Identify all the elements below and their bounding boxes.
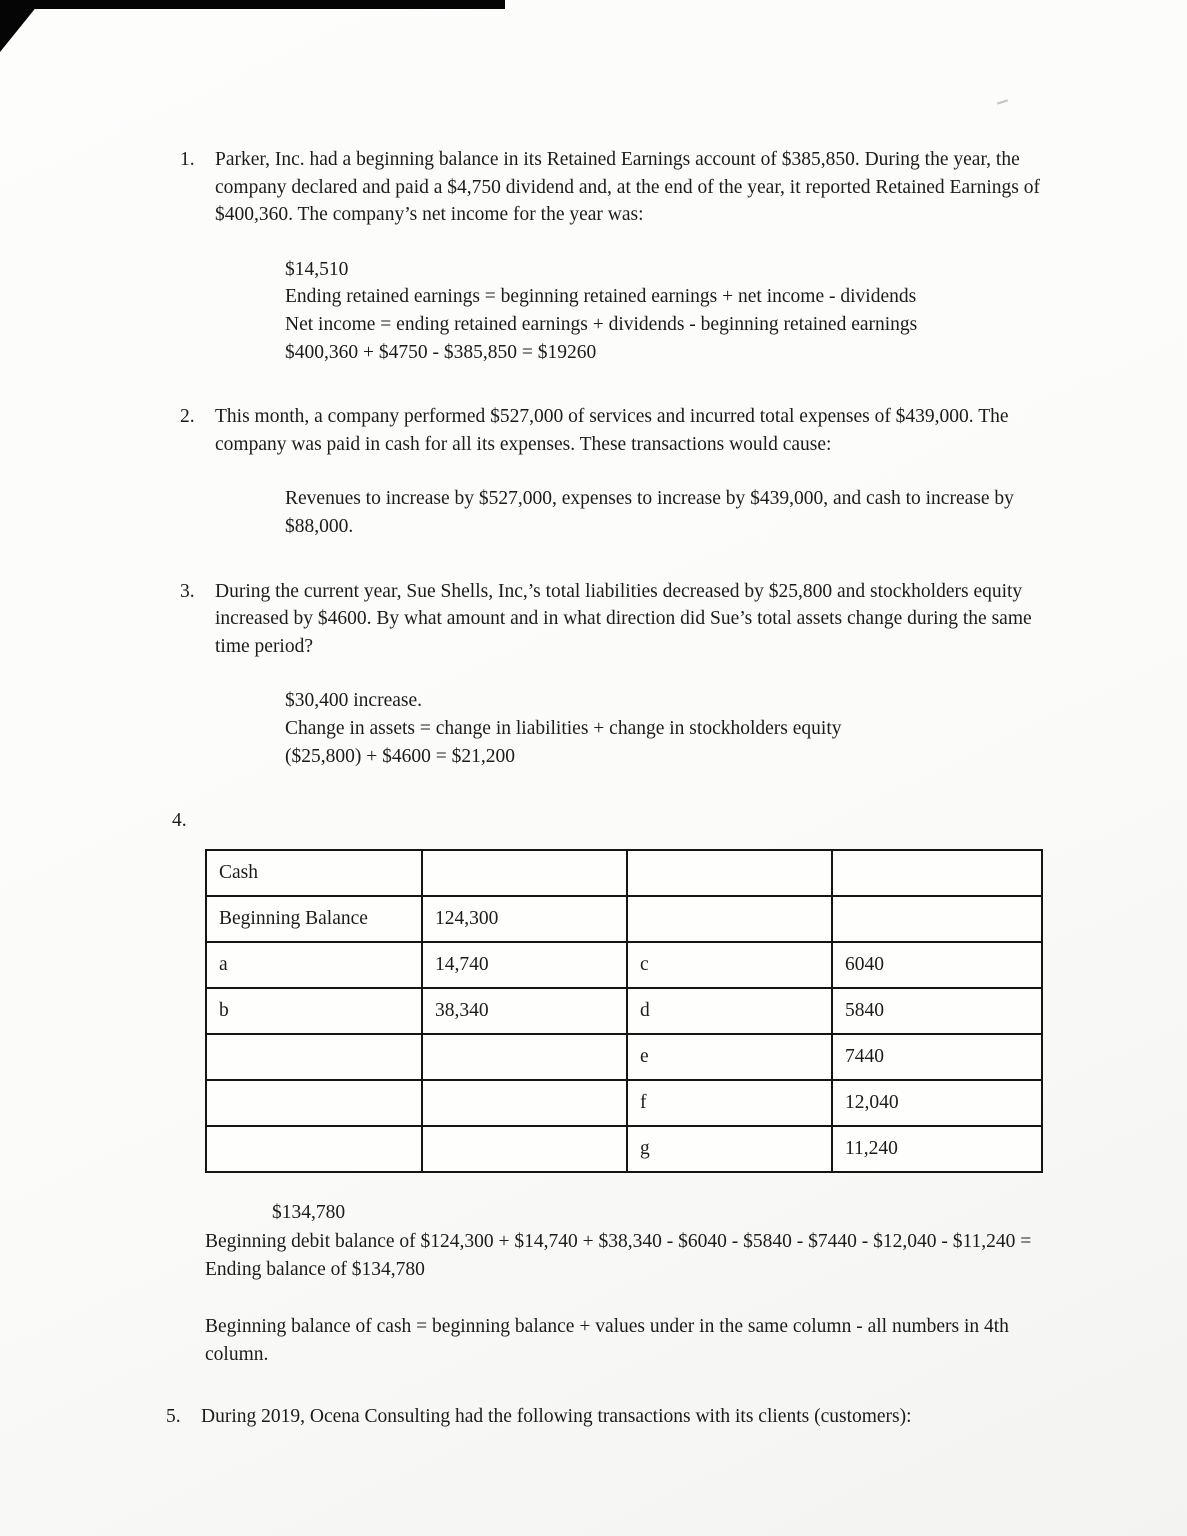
table-cell: [422, 850, 627, 896]
question-1-number: 1.: [180, 149, 195, 170]
table-cell: [206, 1126, 422, 1172]
table-cell: 6040: [832, 942, 1042, 988]
table-cell: [832, 896, 1042, 942]
answer-line: Revenues to increase by $527,000, expenses to increase by $439,000, and cash to increase by $88,000.: [285, 488, 1014, 537]
table-cell: Cash: [206, 850, 422, 896]
question-5-body: [201, 1403, 1042, 1431]
table-cell: f: [627, 1080, 832, 1126]
table-row: [206, 1034, 1042, 1080]
table-row: [206, 942, 1042, 988]
answer-line: $400,360 + $4750 - $385,850 = $19260: [285, 341, 597, 363]
question-1: [180, 146, 1042, 366]
question-4: [172, 807, 1042, 1369]
table-cell: 12,040: [832, 1080, 1042, 1126]
table-cell: g: [627, 1126, 832, 1172]
question-2-body: [215, 403, 1042, 540]
table-cell: [422, 1126, 627, 1172]
table-cell: [627, 850, 832, 896]
table-row: [206, 1080, 1042, 1126]
question-3-text: During the current year, Sue Shells, Inc,’s total liabilities decreased by $25,800 and stockholders equity increased by $4600. By what amount and in what direction did Sue’s total assets change during the same time period?: [215, 580, 1032, 657]
table-cell: [422, 1034, 627, 1080]
table-cell: d: [627, 988, 832, 1034]
answer-line: $30,400 increase.: [285, 690, 422, 712]
table-cell: b: [206, 988, 422, 1034]
question-1-answer: [285, 256, 1042, 366]
question-4-answer-explanation: Beginning debit balance of $124,300 + $14,740 + $38,340 - $6040 - $5840 - $7440 - $12,040 - $11,240 = Ending balance of $134,780: [205, 1231, 1032, 1280]
table-cell: [206, 1034, 422, 1080]
table-cell: [206, 1080, 422, 1126]
scan-artifact-top-bar: [0, 0, 505, 9]
table-row: [206, 850, 1042, 896]
question-4-answer-note: Beginning balance of cash = beginning balance + values under in the same column - all numbers in 4th column.: [205, 1316, 1009, 1366]
table-cell: a: [206, 942, 422, 988]
answer-line: $14,510: [285, 258, 349, 280]
table-row: [206, 1126, 1042, 1172]
table-cell: 124,300: [422, 896, 627, 942]
table-cell: 5840: [832, 988, 1042, 1034]
question-5-text: During 2019, Ocena Consulting had the following transactions with its clients (customers):: [201, 1405, 912, 1427]
question-2-answer: [285, 485, 1042, 540]
answer-line: ($25,800) + $4600 = $21,200: [285, 745, 515, 767]
table-cell: 14,740: [422, 942, 627, 988]
answer-line: Change in assets = change in liabilities + change in stockholders equity: [285, 717, 842, 739]
answer-line: Net income = ending retained earnings + dividends - beginning retained earnings: [285, 313, 918, 335]
question-4-answer-result: $134,780: [272, 1201, 346, 1223]
question-2-text: This month, a company performed $527,000 of services and incurred total expenses of $439,000. The company was paid in cash for all its expenses. These transactions would cause:: [215, 406, 1009, 455]
table-cell: c: [627, 942, 832, 988]
question-3: [180, 578, 1042, 771]
question-1-body: [215, 146, 1042, 366]
question-5: [166, 1403, 1042, 1431]
question-3-body: [215, 578, 1042, 771]
table-row: [206, 896, 1042, 942]
question-5-number: 5.: [166, 1405, 181, 1427]
table-cell: 38,340: [422, 988, 627, 1034]
table-cell: e: [627, 1034, 832, 1080]
table-row: [206, 988, 1042, 1034]
question-3-answer: [285, 687, 1042, 770]
question-2: [180, 403, 1042, 540]
table-cell: 7440: [832, 1034, 1042, 1080]
answer-line: Ending retained earnings = beginning retained earnings + net income - dividends: [285, 286, 917, 308]
question-1-text: Parker, Inc. had a beginning balance in its Retained Earnings account of $385,850. During the year, the company declared and paid a $4,750 dividend and, at the end of the year, it reported Retained Earnings of $400,360. The company’s net income for the year was:: [215, 149, 1040, 226]
cash-t-account-table: [205, 849, 1043, 1173]
question-4-number: 4.: [172, 810, 187, 832]
table-cell: 11,240: [832, 1126, 1042, 1172]
table-cell: [422, 1080, 627, 1126]
table-cell: Beginning Balance: [206, 896, 422, 942]
page-content: [166, 146, 1042, 1430]
scan-artifact-mark: [997, 99, 1008, 104]
question-3-number: 3.: [180, 580, 195, 602]
table-cell: [832, 850, 1042, 896]
question-2-number: 2.: [180, 406, 195, 428]
table-cell: [627, 896, 832, 942]
